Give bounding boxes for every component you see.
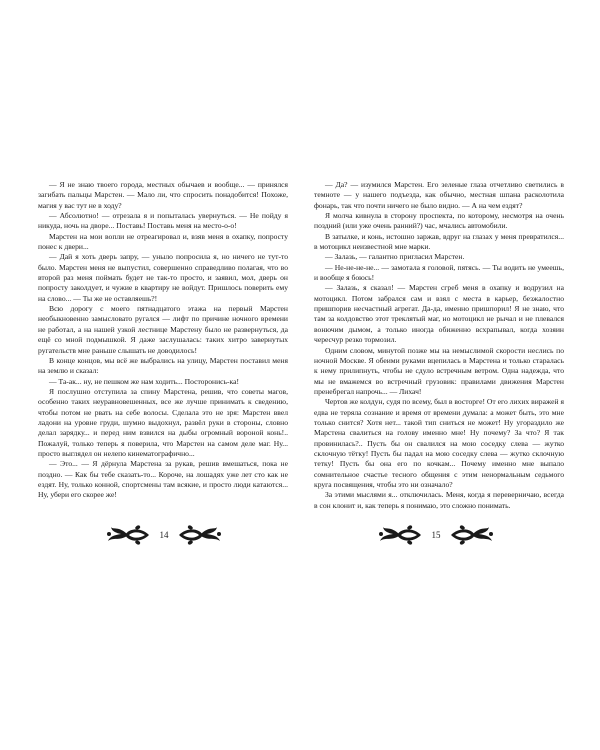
paragraph: — Я не знаю твоего города, местных обычаев и вообще... — принялся загибать пальцы Марстен. — Мало ли, что спросить понадобится! Похоже, магия у вас тут не в ходу? (38, 180, 288, 210)
paragraph: За этими мыслями я... отключилась. Меня, когда я переверничаю, всегда в сон клонит и, как теперь я понимаю, это сложно понимать. (314, 490, 564, 510)
paragraph: Чертов же колдун, судя по всему, был в восторге! От его лихих виражей я едва не теряла сознание и время от времени думала: а может быть, это мне только снится? Хотя нет... такой тип сниться не может! Ну угораздило же Марстена свалиться на голову именно мне! Ну почему? За что? Я так провинилась?.. Пусть бы он свалился на мою соседку слева — жутко склочную тётку! Пусть бы падал на мою соседку слева — жутко склочную тетку! Пусть бы она его по кочкам... Почему именно мне выпало сомнительное счастье тесного общения с этим ненормальным седьмого круга посвящения, чтобы это ни означало? (314, 397, 564, 489)
floral-vignette-icon (177, 524, 223, 546)
left-folio (14, 524, 314, 546)
floral-vignette-icon (377, 524, 423, 546)
paragraph: Я послушно отступила за спину Марстена, решив, что советы магов, особенно таких неуравновешенных, все же лучше принимать к сведению, чтобы потом не рвать на себе волосы. Сделала это не зря: Марстен ввел ладони на уровне груди, шумно выдохнул, развёл руки в стороны, словно делал зарядку... и перед ним взвился на дыбы огромный вороной конь!.. Пожалуй, только теперь я поверила, что Марстен на самом деле маг. Ну... просто выглядел он нелепо кинематографично... (38, 386, 288, 458)
paragraph: — Это... — Я дёрнула Марстена за рукав, решив вмешаться, пока не поздно. — Как бы тебе сказать-то... Короче, на лошадях уже лет сто как не ездят. Ну, только конной, спортсмены там всякие, и просто люди катаются... Ну, убери его скорее же! (38, 459, 288, 500)
paragraph: — Не-не-не-не... — замотала я головой, пятясь. — Ты водить не умеешь, и вообще я боюсь! (314, 262, 564, 283)
floral-vignette-icon (105, 524, 151, 546)
paragraph: В конце концов, мы всё же выбрались на улицу, Марстен поставил меня на землю и сказал: (38, 355, 288, 376)
paragraph: Я молча кивнула в сторону проспекта, по которому, несмотря на очень поздний (или уже очень ранний?) час, мчались автомобили. (314, 211, 564, 231)
page-number: 14 (159, 530, 169, 540)
paragraph: — Залазь, я сказал! — Марстен сгреб меня в охапку и водрузил на мотоцикл. Потом забрался сам и взял с места в карьер, безжалостно пришпорив несчастный агрегат. Да-да, именно пришпорил! Я не знаю, что там за колдовство этот треклятый маг, но мотоцикл не рычал и не плевался вонючим дымом, а только иногда обиженно всхрапывал, когда хозяин чересчур резко тормозил. (314, 283, 564, 345)
paragraph: — Абсолютно! — отрезала я и попыталась увернуться. — Не пойду я никуда, ночь на дворе... Поставь! Поставь меня на место-о-о! (38, 211, 288, 231)
paragraph: В затылке, и конь, истошно заржав, вдруг на глазах у меня превратился... в мотоцикл неизвестной мне марки. (314, 231, 564, 252)
right-page (300, 0, 600, 750)
left-page-text (38, 180, 288, 501)
paragraph: — Да? — изумился Марстен. Его зеленые глаза отчетливо светились в темноте — у нашего подъезда, как обычно, местная шпана расколотила фонарь, так что почти ничего не было видно. — А на чем ездят? (314, 180, 564, 210)
paragraph: Марстен на мои вопли не отреагировал и, взяв меня в охапку, попросту понес к двери... (38, 231, 288, 252)
paragraph: — Залазь, — галантно пригласил Марстен. (325, 252, 465, 262)
page-number: 15 (431, 530, 441, 540)
floral-vignette-icon (449, 524, 495, 546)
right-folio (286, 524, 586, 546)
paragraph: Одним словом, минутой позже мы на немыслимой скорости неслись по ночной Москве. Я обеими руками вцепилась в Марстена и только старалась к нему прилипнуть, чтобы не сдуло встречным ветром. Одна надежда, что мы не вмажемся во встречный грузовик: правилами движения Марстен пренебрегал напрочь... — Лихач! (314, 345, 564, 396)
right-page-text (314, 180, 564, 511)
paragraph: Всю дорогу с моего пятнадцатого этажа на первый Марстен необыкновенно замысловато ругался — лифт по причине ночного времени не работал, а на нашей узкой лестнице Марстену было не развернуться, да ещё со мной подмышкой. Я даже заслушалась: таких хитро завернутых ругательств мне раньше слышать не доводилось! (38, 304, 288, 355)
paragraph: — Дай я хоть дверь запру, — уныло попросила я, но ничего не тут-то было. Марстен меня не выпустил, совершенно справедливо полагая, что во второй раз меня поймать будет не так-то просто, и заявил, мол, дверь он попросту заколдует, и чужие в квартиру не войдут. Пришлось поверить ему на слово... — Ты же не оставляешь?! (38, 252, 288, 303)
paragraph: — Та-ак... ну, не пешком же нам ходить... Посторонись-ка! (49, 376, 240, 386)
